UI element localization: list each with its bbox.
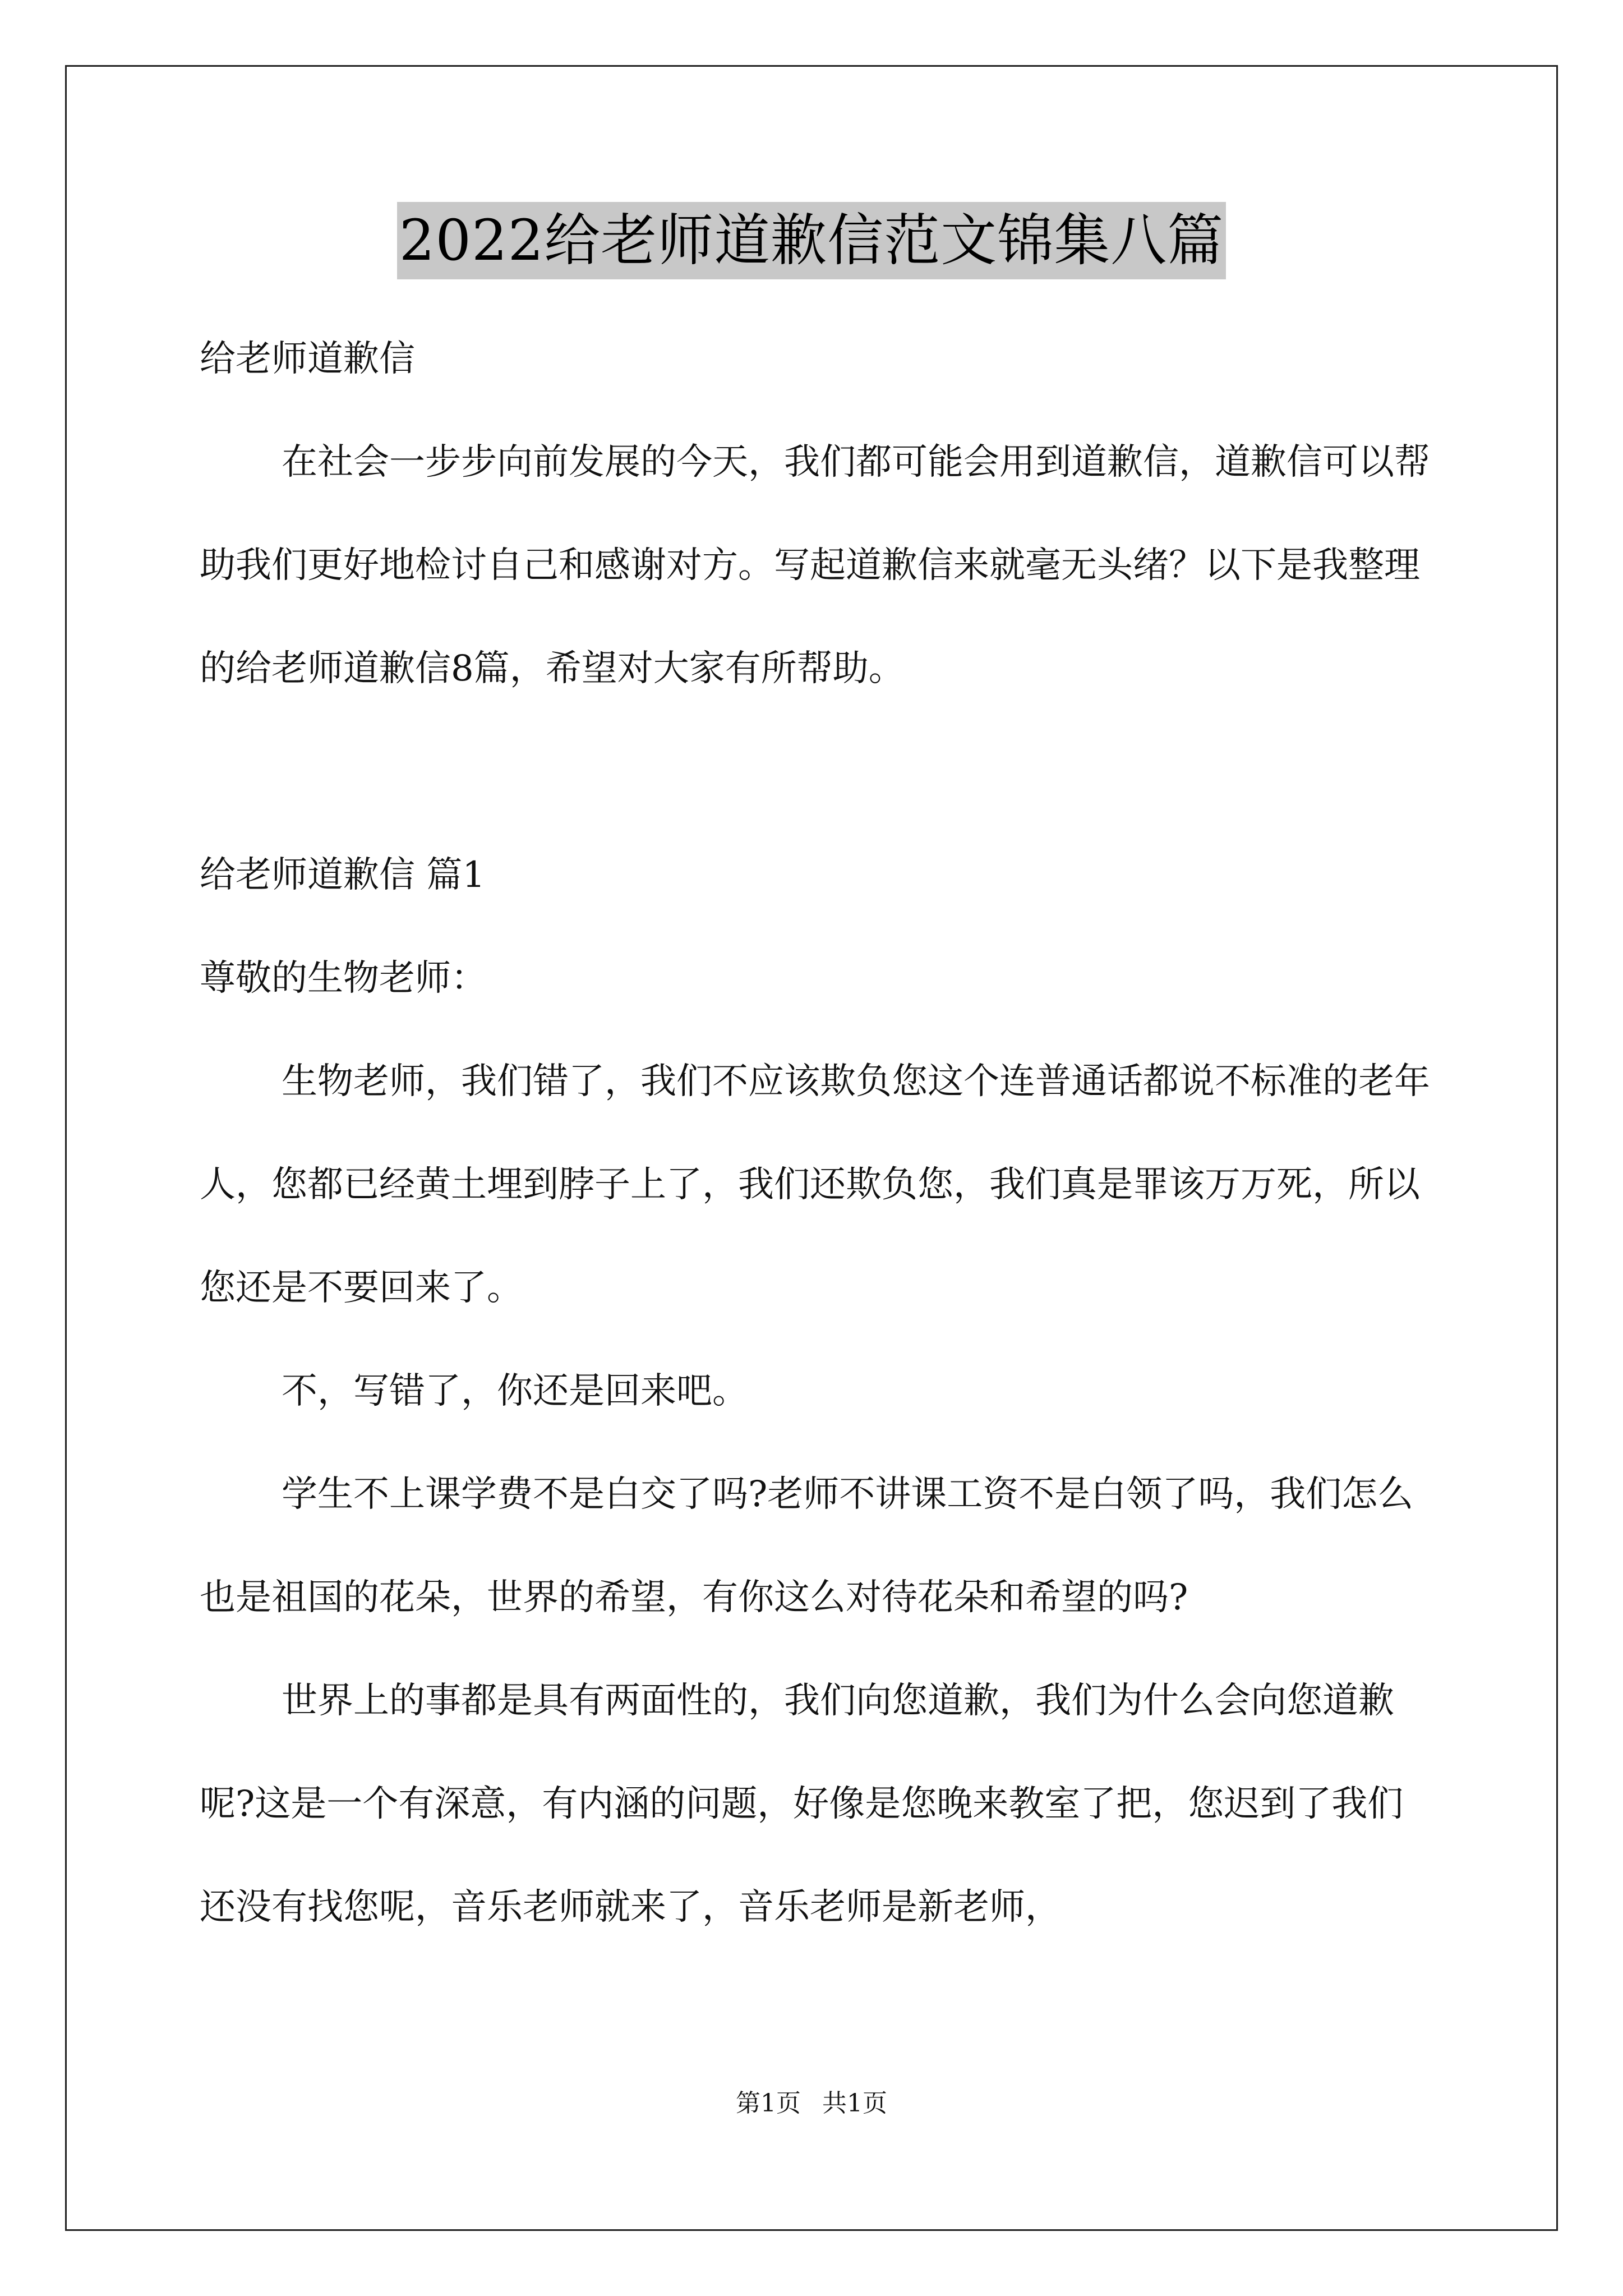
page-total: 共1页: [822, 2089, 887, 2118]
title-wrap: [0, 202, 1623, 279]
section-heading: 给老师道歉信: [200, 338, 415, 380]
body-paragraph: 生物老师，我们错了，我们不应该欺负您这个连普通话都说不标准的老年人，您都已经黄土埋到脖子上了，我们还欺负您，我们真是罪该万万死，所以您还是不要回来了。: [200, 1061, 1430, 1309]
document-body: [200, 307, 1433, 1959]
body-paragraph: 学生不上课学费不是白交了吗?老师不讲课工资不是白领了吗，我们怎么也是祖国的花朵，世界的希望，有你这么对待花朵和希望的吗?: [200, 1474, 1414, 1618]
blank-line: [200, 720, 1433, 823]
page-number: 第1页: [736, 2089, 801, 2118]
salutation: 尊敬的生物老师：: [200, 958, 487, 999]
body-paragraph: 世界上的事都是具有两面性的，我们向您道歉，我们为什么会向您道歉呢?这是一个有深意，有内涵的问题，好像是您晚来教室了把，您迟到了我们还没有找您呢，音乐老师就来了，音乐老师是新老师，: [200, 1680, 1404, 1928]
page-footer: [0, 2087, 1623, 2120]
intro-paragraph: 在社会一步步向前发展的今天，我们都可能会用到道歉信，道歉信可以帮助我们更好地检讨自己和感谢对方。写起道歉信来就毫无头绪？以下是我整理的给老师道歉信8篇，希望对大家有所帮助。: [200, 441, 1430, 689]
article-heading: 给老师道歉信 篇1: [200, 854, 486, 896]
body-paragraph: 不，写错了，你还是回来吧。: [282, 1370, 748, 1412]
document-title: 2022给老师道歉信范文锦集八篇: [397, 202, 1227, 279]
